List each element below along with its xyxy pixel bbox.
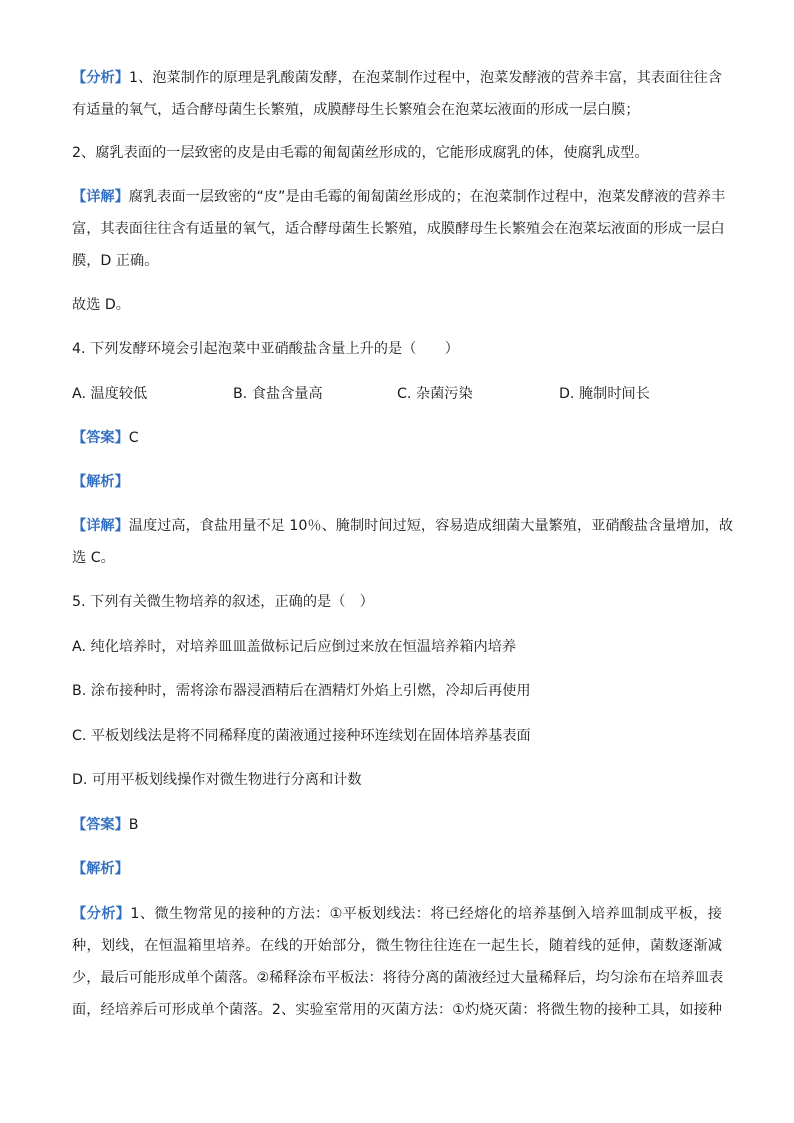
q5-analysis-line-1: 【分析】1、微生物常见的接种的方法：①平板划线法：将已经熔化的培养基倒入培养皿制成平板，接 [72, 906, 722, 922]
q3-analysis-line-3: 2、腐乳表面的一层致密的皮是由毛霉的匍匐菌丝形成的，它能形成腐乳的体，使腐乳成型。 [72, 145, 649, 161]
q4-explain-tag: 【解析】 [72, 474, 129, 490]
analysis-tag: 【分析】 [72, 70, 129, 86]
answer-tag: 【答案】 [72, 430, 129, 446]
analysis-tag: 【分析】 [72, 906, 131, 922]
q4-answer: 【答案】C [72, 430, 139, 446]
q4-option-b: B. 食盐含量高 [233, 386, 323, 402]
q4-option-c: C. 杂菌污染 [397, 386, 473, 402]
q4-option-a: A. 温度较低 [72, 386, 148, 402]
q3-detail-line-2: 富，其表面往往含有适量的氧气，适合酵母菌生长繁殖，成膜酵母生长繁殖会在泡菜坛液面的形成一层白 [72, 221, 725, 237]
q5-stem: 5. 下列有关微生物培养的叙述，正确的是（ ） [72, 594, 374, 610]
q4-stem: 4. 下列发酵环境会引起泡菜中亚硝酸盐含量上升的是（ ） [72, 341, 459, 357]
q4-detail-line-1: 【详解】温度过高，食盐用量不足 10％、腌制时间过短，容易造成细菌大量繁殖，亚硝酸盐含量增加，故 [72, 518, 734, 534]
q5-answer: 【答案】B [72, 817, 139, 833]
q5-analysis-line-2: 种，划线，在恒温箱里培养。在线的开始部分，微生物往往连在一起生长，随着线的延伸，菌数逐渐减 [72, 938, 722, 954]
q3-conclusion: 故选 D。 [72, 297, 130, 313]
q4-detail-line-2: 选 C。 [72, 550, 115, 566]
q5-option-d: D. 可用平板划线操作对微生物进行分离和计数 [72, 772, 362, 788]
q3-analysis-line-2: 有适量的氧气，适合酵母菌生长繁殖，成膜酵母生长繁殖会在泡菜坛液面的形成一层白膜； [72, 102, 640, 118]
q5-analysis-line-3: 少，最后可能形成单个菌落。②稀释涂布平板法：将待分离的菌液经过大量稀释后，均匀涂布在培养皿表 [72, 970, 724, 986]
q3-detail-line-1: 【详解】腐乳表面一层致密的“皮”是由毛霉的匍匐菌丝形成的；在泡菜制作过程中，泡菜发酵液的营养丰 [72, 189, 726, 205]
detail-tag: 【详解】 [72, 518, 129, 534]
q5-option-c: C. 平板划线法是将不同稀释度的菌液通过接种环连续划在固体培养基表面 [72, 728, 531, 744]
q4-option-d: D. 腌制时间长 [559, 386, 650, 402]
q3-analysis-line-1: 【分析】1、泡菜制作的原理是乳酸菌发酵，在泡菜制作过程中，泡菜发酵液的营养丰富，其表面往往含 [72, 70, 722, 86]
q5-option-a: A. 纯化培养时，对培养皿皿盖做标记后应倒过来放在恒温培养箱内培养 [72, 639, 517, 655]
answer-tag: 【答案】 [72, 817, 129, 833]
q5-option-b: B. 涂布接种时，需将涂布器浸酒精后在酒精灯外焰上引燃，冷却后再使用 [72, 683, 531, 699]
q5-analysis-line-4: 面，经培养后可形成单个菌落。2、实验室常用的灭菌方法：①灼烧灭菌：将微生物的接种工具，如接种 [72, 1002, 722, 1018]
q5-explain-tag: 【解析】 [72, 861, 129, 877]
q3-detail-line-3: 膜，D 正确。 [72, 253, 159, 269]
detail-tag: 【详解】 [72, 189, 129, 205]
